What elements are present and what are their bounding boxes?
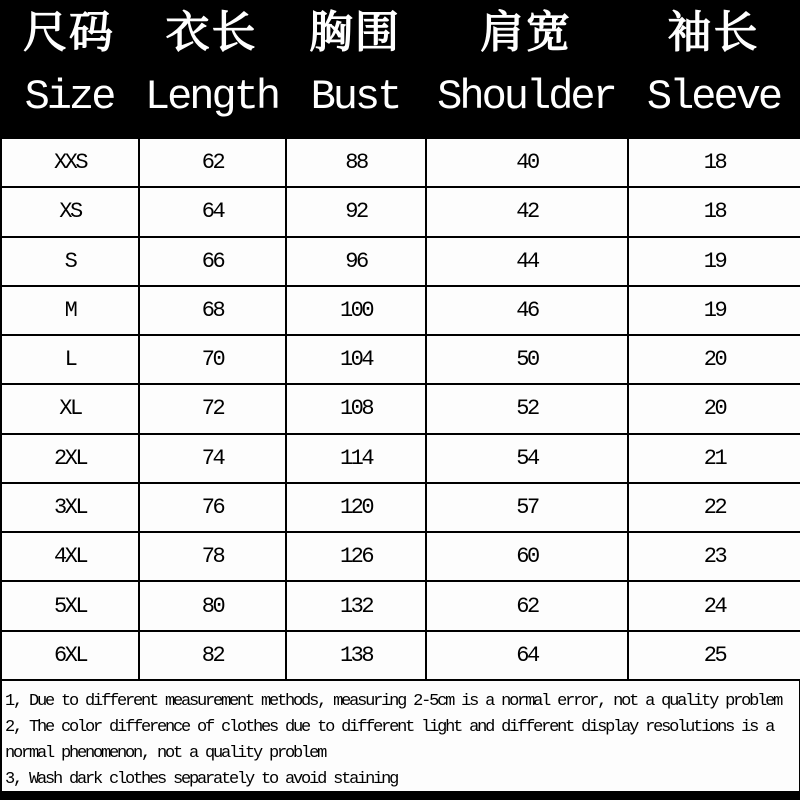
- measurement-cell: 64: [426, 631, 628, 680]
- measurement-cell: 74: [139, 434, 286, 483]
- header-sleeve-en: Sleeve: [646, 73, 781, 121]
- table-row: [1, 384, 800, 433]
- measurement-cell: 88: [286, 138, 426, 187]
- measurement-cell: 72: [139, 384, 286, 433]
- size-label-cell: 5XL: [1, 581, 139, 630]
- header-column-sleeve: [627, 0, 800, 137]
- measurement-cell: 68: [139, 286, 286, 335]
- table-row: [1, 286, 800, 335]
- size-label-cell: 2XL: [1, 434, 139, 483]
- measurement-cell: 114: [286, 434, 426, 483]
- measurement-cell: 108: [286, 384, 426, 433]
- size-label-cell: XS: [1, 187, 139, 236]
- measurement-cell: 24: [628, 581, 800, 630]
- table-row: [1, 237, 800, 286]
- measurement-cell: 64: [139, 187, 286, 236]
- header-sleeve-zh: 袖长: [667, 11, 760, 61]
- table-row: [1, 631, 800, 680]
- header-column-bust: [285, 0, 425, 137]
- measurement-cell: 82: [139, 631, 286, 680]
- measurement-cell: 66: [139, 237, 286, 286]
- measurement-cell: 54: [426, 434, 628, 483]
- measurement-cell: 40: [426, 138, 628, 187]
- size-label-cell: 6XL: [1, 631, 139, 680]
- measurement-cell: 19: [628, 286, 800, 335]
- header-bust-en: Bust: [310, 73, 400, 121]
- header-column-length: [138, 0, 285, 137]
- measurement-cell: 42: [426, 187, 628, 236]
- size-label-cell: 3XL: [1, 483, 139, 532]
- care-notes: [0, 681, 800, 791]
- measurement-cell: 92: [286, 187, 426, 236]
- header-bust-zh: 胸围: [309, 11, 401, 61]
- header-column-shoulder: [425, 0, 627, 137]
- table-row: [1, 335, 800, 384]
- measurement-cell: 138: [286, 631, 426, 680]
- measurement-cell: 60: [426, 532, 628, 581]
- measurement-cell: 70: [139, 335, 286, 384]
- measurement-cell: 46: [426, 286, 628, 335]
- size-label-cell: L: [1, 335, 139, 384]
- note-color-difference: 2, The color difference of clothes due to different light and different display resolutions is a normal phenomenon, not a quality problem: [5, 718, 774, 763]
- measurement-cell: 21: [628, 434, 800, 483]
- size-label-cell: XXS: [1, 138, 139, 187]
- measurement-cell: 52: [426, 384, 628, 433]
- table-row: [1, 581, 800, 630]
- measurement-cell: 18: [628, 138, 800, 187]
- header-length-en: Length: [144, 73, 279, 121]
- measurement-cell: 62: [139, 138, 286, 187]
- note-wash-separately: 3, Wash dark clothes separately to avoid staining: [5, 770, 398, 789]
- size-label-cell: 4XL: [1, 532, 139, 581]
- size-label-cell: XL: [1, 384, 139, 433]
- table-row: [1, 483, 800, 532]
- size-label-cell: S: [1, 237, 139, 286]
- measurement-cell: 80: [139, 581, 286, 630]
- measurement-cell: 120: [286, 483, 426, 532]
- measurement-cell: 96: [286, 237, 426, 286]
- table-row: [1, 434, 800, 483]
- measurement-cell: 18: [628, 187, 800, 236]
- table-row: [1, 187, 800, 236]
- header-shoulder-en: Shoulder: [437, 73, 615, 121]
- measurement-cell: 100: [286, 286, 426, 335]
- measurement-cell: 20: [628, 384, 800, 433]
- measurement-cell: 104: [286, 335, 426, 384]
- measurement-cell: 22: [628, 483, 800, 532]
- measurement-cell: 19: [628, 237, 800, 286]
- measurement-cell: 126: [286, 532, 426, 581]
- measurement-cell: 62: [426, 581, 628, 630]
- header-length-zh: 衣长: [165, 11, 258, 61]
- measurement-cell: 76: [139, 483, 286, 532]
- measurement-cell: 50: [426, 335, 628, 384]
- size-label-cell: M: [1, 286, 139, 335]
- header-shoulder-zh: 肩宽: [480, 11, 572, 61]
- measurement-cell: 57: [426, 483, 628, 532]
- measurement-cell: 20: [628, 335, 800, 384]
- measurement-cell: 25: [628, 631, 800, 680]
- header-size-zh: 尺码: [23, 11, 115, 61]
- measurement-cell: 44: [426, 237, 628, 286]
- measurement-cell: 132: [286, 581, 426, 630]
- note-measurement-error: 1, Due to different measurement methods, measuring 2-5cm is a normal error, not a quality problem: [5, 692, 782, 711]
- size-table: [0, 137, 800, 681]
- size-table-body: [1, 138, 800, 680]
- header-size-en: Size: [24, 73, 114, 121]
- table-row: [1, 138, 800, 187]
- measurement-cell: 78: [139, 532, 286, 581]
- size-chart-header: [0, 0, 800, 137]
- measurement-cell: 23: [628, 532, 800, 581]
- header-column-size: [0, 0, 138, 137]
- table-row: [1, 532, 800, 581]
